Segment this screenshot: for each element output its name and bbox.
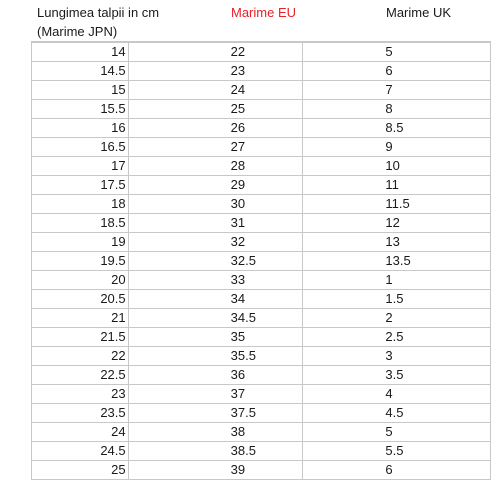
table-row bbox=[32, 271, 491, 290]
cell-uk-size: 6 bbox=[303, 461, 491, 480]
header-foot-length: Lungimea talpii in cm bbox=[37, 5, 160, 20]
cell-eu-size: 33 bbox=[128, 271, 303, 290]
cell-foot-length: 18.5 bbox=[32, 214, 129, 233]
table-row bbox=[32, 290, 491, 309]
cell-foot-length: 21.5 bbox=[32, 328, 129, 347]
cell-uk-size: 13 bbox=[303, 233, 491, 252]
cell-uk-size: 2.5 bbox=[303, 328, 491, 347]
cell-eu-size: 23 bbox=[128, 62, 303, 81]
cell-eu-size: 22 bbox=[128, 43, 303, 62]
table-row bbox=[32, 404, 491, 423]
table-row bbox=[32, 442, 491, 461]
cell-eu-size: 37 bbox=[128, 385, 303, 404]
table-row bbox=[32, 195, 491, 214]
cell-foot-length: 19.5 bbox=[32, 252, 129, 271]
table-row bbox=[32, 62, 491, 81]
cell-eu-size: 30 bbox=[128, 195, 303, 214]
cell-uk-size: 10 bbox=[303, 157, 491, 176]
table-row bbox=[32, 138, 491, 157]
cell-eu-size: 27 bbox=[128, 138, 303, 157]
table-header bbox=[0, 5, 500, 23]
cell-uk-size: 2 bbox=[303, 309, 491, 328]
cell-foot-length: 15 bbox=[32, 81, 129, 100]
cell-uk-size: 1 bbox=[303, 271, 491, 290]
cell-uk-size: 7 bbox=[303, 81, 491, 100]
cell-foot-length: 14 bbox=[32, 43, 129, 62]
cell-uk-size: 3 bbox=[303, 347, 491, 366]
cell-eu-size: 29 bbox=[128, 176, 303, 195]
cell-uk-size: 5 bbox=[303, 43, 491, 62]
cell-foot-length: 17 bbox=[32, 157, 129, 176]
size-table bbox=[31, 42, 491, 480]
cell-foot-length: 17.5 bbox=[32, 176, 129, 195]
cell-eu-size: 24 bbox=[128, 81, 303, 100]
cell-uk-size: 5 bbox=[303, 423, 491, 442]
cell-foot-length: 25 bbox=[32, 461, 129, 480]
table-row bbox=[32, 100, 491, 119]
cell-eu-size: 26 bbox=[128, 119, 303, 138]
table-row bbox=[32, 233, 491, 252]
cell-eu-size: 38.5 bbox=[128, 442, 303, 461]
table-row bbox=[32, 366, 491, 385]
table-row bbox=[32, 81, 491, 100]
header-uk-size: Marime UK bbox=[386, 5, 452, 20]
header-jpn-size: (Marime JPN) bbox=[31, 24, 491, 42]
cell-uk-size: 8.5 bbox=[303, 119, 491, 138]
cell-eu-size: 37.5 bbox=[128, 404, 303, 423]
cell-foot-length: 20 bbox=[32, 271, 129, 290]
size-table-body bbox=[32, 43, 491, 480]
cell-eu-size: 32 bbox=[128, 233, 303, 252]
table-row bbox=[32, 423, 491, 442]
header-eu-size: Marime EU bbox=[231, 5, 297, 20]
cell-foot-length: 24.5 bbox=[32, 442, 129, 461]
cell-uk-size: 6 bbox=[303, 62, 491, 81]
cell-foot-length: 16 bbox=[32, 119, 129, 138]
cell-eu-size: 38 bbox=[128, 423, 303, 442]
cell-foot-length: 19 bbox=[32, 233, 129, 252]
cell-eu-size: 31 bbox=[128, 214, 303, 233]
table-row bbox=[32, 461, 491, 480]
cell-eu-size: 34.5 bbox=[128, 309, 303, 328]
cell-foot-length: 15.5 bbox=[32, 100, 129, 119]
cell-foot-length: 21 bbox=[32, 309, 129, 328]
table-row bbox=[32, 309, 491, 328]
table-row bbox=[32, 328, 491, 347]
cell-foot-length: 18 bbox=[32, 195, 129, 214]
cell-foot-length: 14.5 bbox=[32, 62, 129, 81]
cell-foot-length: 22 bbox=[32, 347, 129, 366]
table-row bbox=[32, 214, 491, 233]
table-row bbox=[32, 176, 491, 195]
table-row bbox=[32, 385, 491, 404]
cell-foot-length: 23 bbox=[32, 385, 129, 404]
cell-eu-size: 28 bbox=[128, 157, 303, 176]
table-row bbox=[32, 157, 491, 176]
table-row bbox=[32, 43, 491, 62]
cell-foot-length: 20.5 bbox=[32, 290, 129, 309]
cell-uk-size: 11.5 bbox=[303, 195, 491, 214]
cell-foot-length: 24 bbox=[32, 423, 129, 442]
cell-uk-size: 1.5 bbox=[303, 290, 491, 309]
table-row bbox=[32, 347, 491, 366]
cell-eu-size: 35.5 bbox=[128, 347, 303, 366]
cell-eu-size: 36 bbox=[128, 366, 303, 385]
cell-eu-size: 34 bbox=[128, 290, 303, 309]
cell-eu-size: 35 bbox=[128, 328, 303, 347]
cell-uk-size: 4.5 bbox=[303, 404, 491, 423]
cell-uk-size: 3.5 bbox=[303, 366, 491, 385]
cell-uk-size: 8 bbox=[303, 100, 491, 119]
cell-foot-length: 23.5 bbox=[32, 404, 129, 423]
cell-eu-size: 39 bbox=[128, 461, 303, 480]
table-row bbox=[32, 119, 491, 138]
cell-uk-size: 13.5 bbox=[303, 252, 491, 271]
cell-eu-size: 32.5 bbox=[128, 252, 303, 271]
cell-uk-size: 5.5 bbox=[303, 442, 491, 461]
cell-uk-size: 4 bbox=[303, 385, 491, 404]
cell-foot-length: 16.5 bbox=[32, 138, 129, 157]
cell-uk-size: 11 bbox=[303, 176, 491, 195]
table-row bbox=[32, 252, 491, 271]
cell-uk-size: 9 bbox=[303, 138, 491, 157]
cell-uk-size: 12 bbox=[303, 214, 491, 233]
cell-eu-size: 25 bbox=[128, 100, 303, 119]
cell-foot-length: 22.5 bbox=[32, 366, 129, 385]
